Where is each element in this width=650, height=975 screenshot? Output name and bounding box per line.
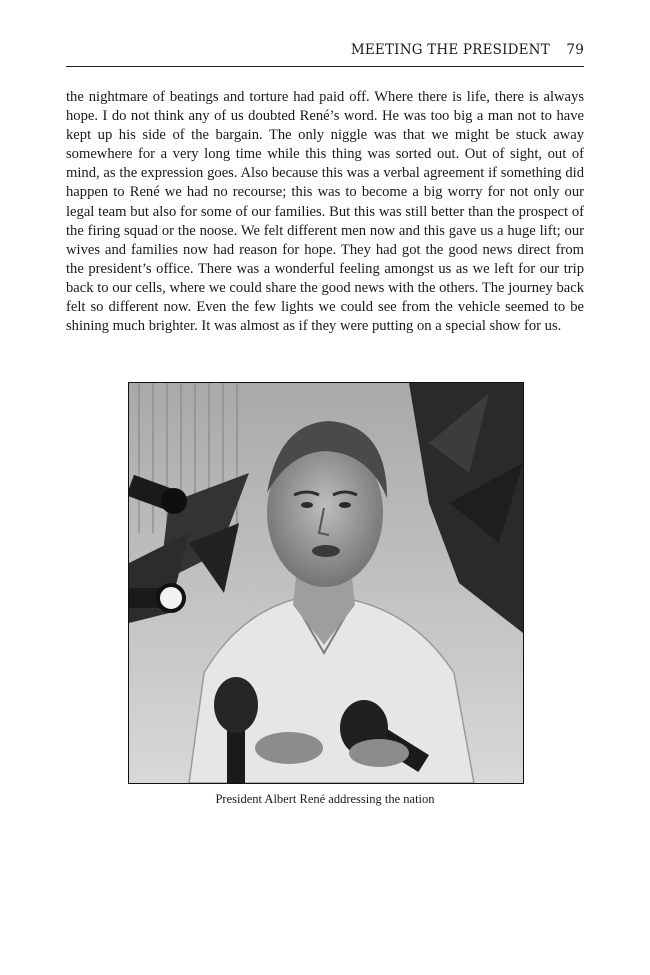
running-title: MEETING THE PRESIDENT <box>350 42 550 58</box>
president-photo <box>128 382 524 784</box>
microphone-left-mid <box>129 585 184 611</box>
photo-caption: President Albert René addressing the nation <box>215 792 435 806</box>
running-header <box>66 42 584 67</box>
body-paragraph: the nightmare of beatings and torture had paid off. Where there is life, there is always hope. I do not think any of us doubted René’s word. He was too big a man not to have kept up his side of the bargain. The only niggle was that we might be stuck away somewhere for a very long time while this thing was sorted out. Out of sight, out of mind, as the expression goes. Also because this was a verbal agreement if something did happen to René we had no recourse; this was to become a big worry for not only our legal team but also for some of our families. But this was still better than the prospect of the firing squad or the noose. We felt different men now and this gave us a huge lift; our wives and families now had reason for hope. They had got the good news direct from the president’s office. There was a wonderful feeling amongst us as we left for our trip back to our cells, where we could share the good news with the others. The journey back felt so different now. Even the few lights we could see from the vehicle seemed to be shining much brighter. It was almost as if they were putting on a special show for us. <box>66 89 584 335</box>
page-number: 79 <box>566 42 584 58</box>
